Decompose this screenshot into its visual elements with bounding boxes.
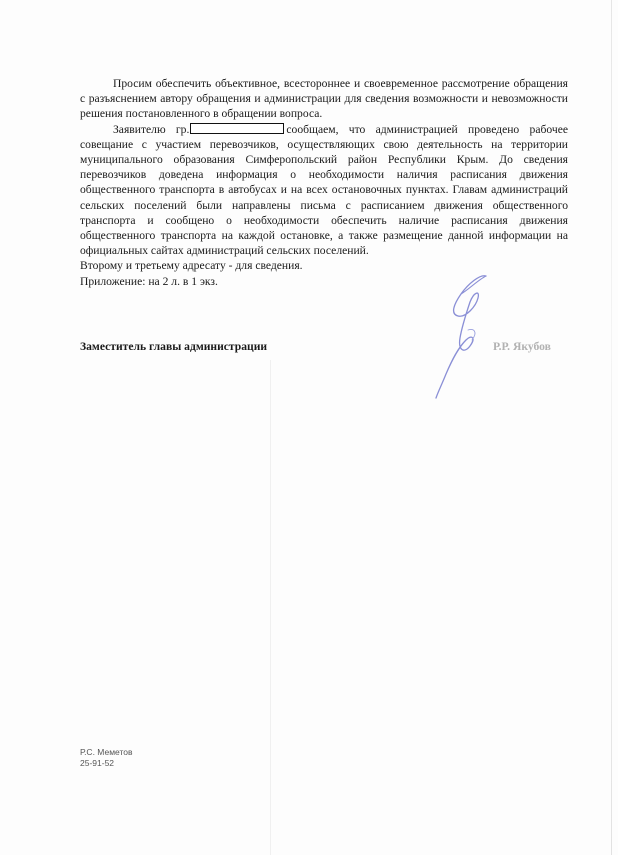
applicant-prefix: Заявителю гр. [113,122,190,136]
response-text: сообщаем, что администрацией проведено рабочее совещание с участием перевозчиков, осуществляющих свою деятельность на территории муниципального образования Симферопольский район Республики Крым. До сведения перевозчиков доведена информация о необходимости наличия расписания движения общественного транспорта в автобусах и на всех остановочных пунктах. Главам администраций сельских поселений были направлены письма с расписанием движения общественного транспорта и сообщено о необходимости обеспечить наличие расписания движения общественного транспорта на каждой остановке, а также размещение данной информации на официальных сайтах администраций сельских поселений. [80,122,568,258]
executor-name: Р.С. Меметов [80,747,133,757]
executor-phone: 25-91-52 [80,758,115,768]
handwritten-signature [428,270,498,405]
paragraph-addressees: Второму и третьему адресату - для сведения. [80,259,303,273]
executor-footer [80,747,133,769]
redacted-name-box [190,123,284,134]
letter-body [80,76,568,289]
paragraph-attachment: Приложение: на 2 л. в 1 экз. [80,274,218,288]
signer-position: Заместитель главы администрации [80,340,268,353]
scan-fold-line [270,360,271,855]
paragraph-response [80,122,568,259]
scan-edge [611,0,612,855]
signer-name: Р.Р. Якубов [493,340,551,353]
paragraph-request: Просим обеспечить объективное, всестороннее и своевременное рассмотрение обращения с разъяснением автору обращения и администрации для сведения возможности и невозможности решения постановленного в обращении вопроса. [80,77,568,121]
